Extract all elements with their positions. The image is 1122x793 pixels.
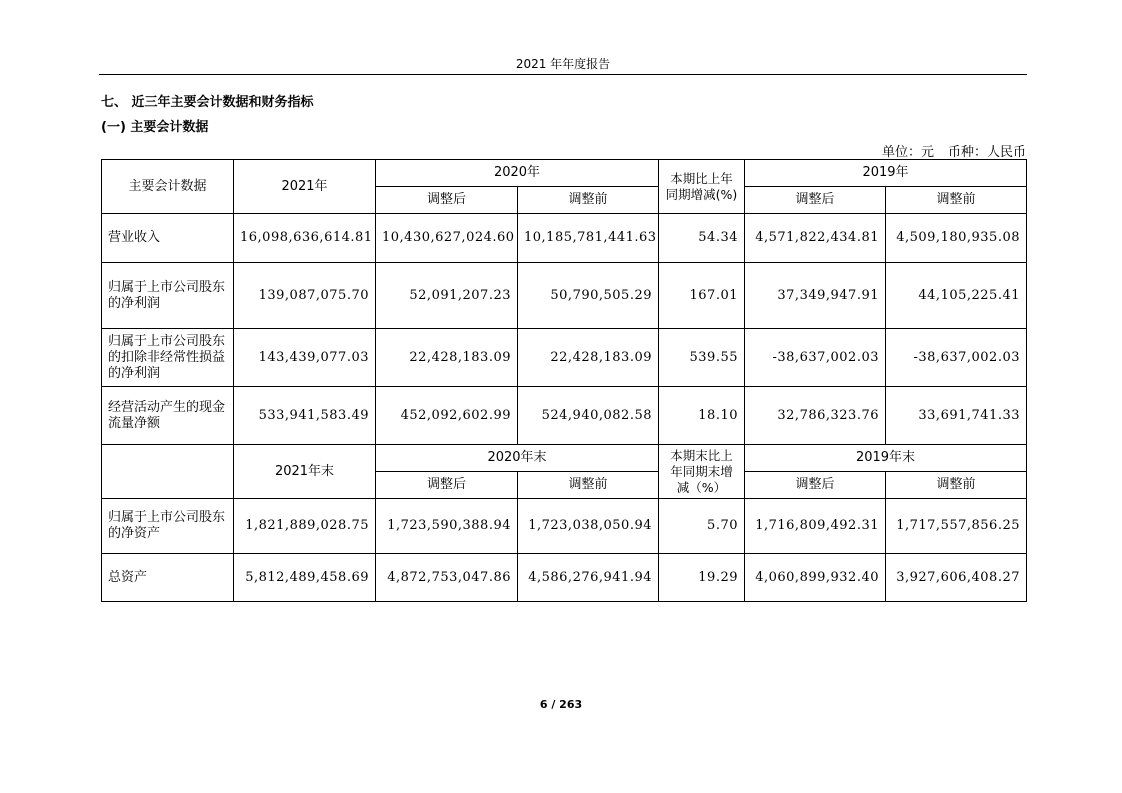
header-2019-adjusted: 调整后 xyxy=(745,187,886,214)
value-2019-adjusted: 4,060,899,932.40 xyxy=(745,554,886,602)
table-row xyxy=(102,263,1027,329)
value-2019-before: -38,637,002.03 xyxy=(886,329,1027,387)
header-divider xyxy=(99,74,1027,75)
value-2021: 16,098,636,614.81 xyxy=(234,214,376,263)
header-2020: 2020年 xyxy=(376,160,659,187)
value-2020-adjusted: 52,091,207.23 xyxy=(376,263,518,329)
value-change: 54.34 xyxy=(659,214,745,263)
value-2019-before: 4,509,180,935.08 xyxy=(886,214,1027,263)
value-2019-before: 44,105,225.41 xyxy=(886,263,1027,329)
header-2019-end-before: 调整前 xyxy=(886,472,1027,499)
value-2019-before: 3,927,606,408.27 xyxy=(886,554,1027,602)
value-2019-adjusted: 1,716,809,492.31 xyxy=(745,499,886,554)
value-2019-adjusted: 32,786,323.76 xyxy=(745,387,886,445)
value-2019-adjusted: -38,637,002.03 xyxy=(745,329,886,387)
table-row xyxy=(102,554,1027,602)
value-2020-before: 4,586,276,941.94 xyxy=(518,554,659,602)
value-2020-adjusted: 10,430,627,024.60 xyxy=(376,214,518,263)
value-2020-before: 22,428,183.09 xyxy=(518,329,659,387)
page-number: 6 / 263 xyxy=(539,698,583,711)
value-2020-before: 1,723,038,050.94 xyxy=(518,499,659,554)
unit-label: 单位：元 xyxy=(881,145,934,160)
value-2019-adjusted: 4,571,822,434.81 xyxy=(745,214,886,263)
header-2019-end: 2019年末 xyxy=(745,445,1027,472)
value-2020-adjusted: 452,092,602.99 xyxy=(376,387,518,445)
subsection-title: (一) 主要会计数据 xyxy=(101,120,209,135)
header-2020-end-before: 调整前 xyxy=(518,472,659,499)
header-2019-end-adjusted: 调整后 xyxy=(745,472,886,499)
value-2020-before: 524,940,082.58 xyxy=(518,387,659,445)
table-row xyxy=(102,329,1027,387)
header-change: 本期比上年同期增减(%) xyxy=(659,160,745,214)
section-title: 七、 近三年主要会计数据和财务指标 xyxy=(101,95,314,110)
value-2021: 533,941,583.49 xyxy=(234,387,376,445)
value-change: 167.01 xyxy=(659,263,745,329)
value-2019-before: 1,717,557,856.25 xyxy=(886,499,1027,554)
header-2020-end: 2020年末 xyxy=(376,445,659,472)
header-blank xyxy=(102,445,234,499)
currency-label: 币种：人民币 xyxy=(947,145,1026,160)
value-2019-before: 33,691,741.33 xyxy=(886,387,1027,445)
value-2019-adjusted: 37,349,947.91 xyxy=(745,263,886,329)
header-2019: 2019年 xyxy=(745,160,1027,187)
header-2020-before: 调整前 xyxy=(518,187,659,214)
row-label: 归属于上市公司股东的扣除非经常性损益的净利润 xyxy=(102,329,234,387)
value-change: 539.55 xyxy=(659,329,745,387)
header-2021-end: 2021年末 xyxy=(234,445,376,499)
value-change: 19.29 xyxy=(659,554,745,602)
header-change-end: 本期末比上年同期末增减（%） xyxy=(659,445,745,499)
row-label: 归属于上市公司股东的净利润 xyxy=(102,263,234,329)
header-2020-adjusted: 调整后 xyxy=(376,187,518,214)
value-change: 5.70 xyxy=(659,499,745,554)
page-header: 2021 年年度报告 xyxy=(515,57,611,71)
accounting-data-table xyxy=(101,159,1027,602)
value-2020-before: 50,790,505.29 xyxy=(518,263,659,329)
table-row xyxy=(102,387,1027,445)
row-label: 营业收入 xyxy=(102,214,234,263)
value-2021: 139,087,075.70 xyxy=(234,263,376,329)
row-label: 归属于上市公司股东的净资产 xyxy=(102,499,234,554)
value-2020-adjusted: 4,872,753,047.86 xyxy=(376,554,518,602)
header-main-data: 主要会计数据 xyxy=(102,160,234,214)
table-row xyxy=(102,214,1027,263)
value-2021: 5,812,489,458.69 xyxy=(234,554,376,602)
header-2020-end-adjusted: 调整后 xyxy=(376,472,518,499)
header-2021: 2021年 xyxy=(234,160,376,214)
table-row xyxy=(102,499,1027,554)
value-2020-adjusted: 1,723,590,388.94 xyxy=(376,499,518,554)
value-2020-adjusted: 22,428,183.09 xyxy=(376,329,518,387)
value-2021: 143,439,077.03 xyxy=(234,329,376,387)
row-label: 总资产 xyxy=(102,554,234,602)
row-label: 经营活动产生的现金流量净额 xyxy=(102,387,234,445)
value-2020-before: 10,185,781,441.63 xyxy=(518,214,659,263)
value-change: 18.10 xyxy=(659,387,745,445)
unit-line xyxy=(882,141,1026,160)
header-2019-before: 调整前 xyxy=(886,187,1027,214)
value-2021: 1,821,889,028.75 xyxy=(234,499,376,554)
